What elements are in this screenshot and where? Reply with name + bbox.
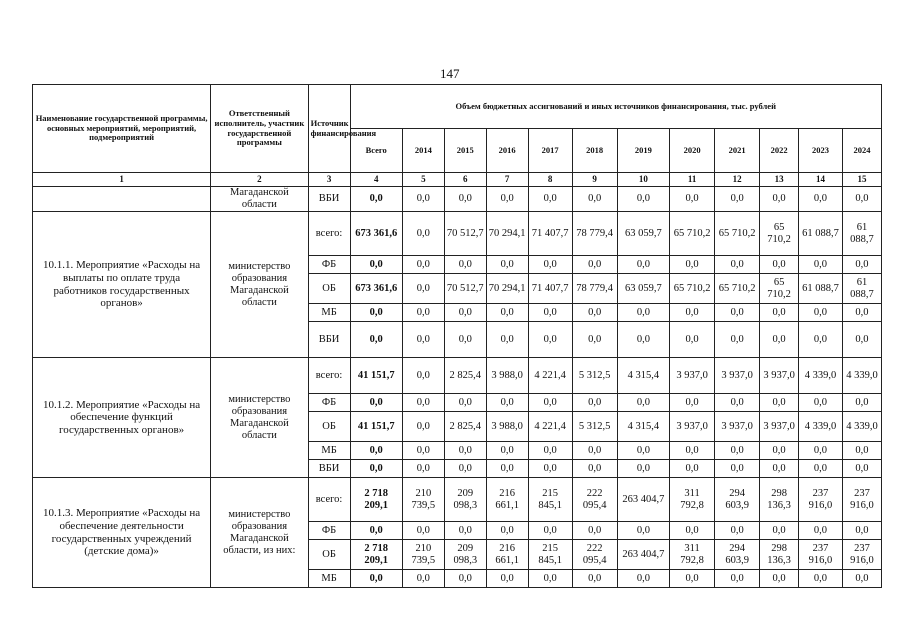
- value-cell: 0,0: [842, 570, 881, 588]
- value-cell: 0,0: [444, 442, 486, 460]
- value-cell: 0,0: [715, 394, 760, 412]
- value-cell: 237 916,0: [798, 478, 842, 522]
- value-cell: 41 151,7: [350, 358, 402, 394]
- value-cell: 0,0: [760, 522, 799, 540]
- value-cell: 0,0: [670, 304, 715, 322]
- value-cell: 0,0: [798, 394, 842, 412]
- header-name: Наименование государственной программы, основных мероприятий, мероприятий, подмероприятий: [33, 85, 211, 173]
- value-cell: 3 937,0: [670, 412, 715, 442]
- value-cell: 70 512,7: [444, 212, 486, 256]
- table-row: [33, 358, 882, 394]
- header-year: 2015: [444, 129, 486, 173]
- value-cell: 294 603,9: [715, 478, 760, 522]
- value-cell: 0,0: [486, 187, 528, 212]
- budget-table: [32, 84, 882, 588]
- value-cell: 0,0: [842, 394, 881, 412]
- column-number: 7: [486, 173, 528, 187]
- value-cell: 0,0: [572, 442, 617, 460]
- column-number: 8: [528, 173, 572, 187]
- value-cell: 0,0: [760, 442, 799, 460]
- value-cell: 0,0: [617, 460, 669, 478]
- column-number: 1: [33, 173, 211, 187]
- value-cell: 0,0: [842, 460, 881, 478]
- value-cell: 3 937,0: [715, 358, 760, 394]
- value-cell: 0,0: [798, 322, 842, 358]
- responsible-cell: министерство образования Магаданской области: [211, 358, 308, 478]
- header-year: 2018: [572, 129, 617, 173]
- value-cell: 0,0: [670, 256, 715, 274]
- value-cell: 216 661,1: [486, 478, 528, 522]
- value-cell: 65 710,2: [760, 274, 799, 304]
- value-cell: 5 312,5: [572, 412, 617, 442]
- value-cell: 0,0: [350, 256, 402, 274]
- value-cell: 673 361,6: [350, 212, 402, 256]
- value-cell: 0,0: [350, 187, 402, 212]
- value-cell: 263 404,7: [617, 540, 669, 570]
- value-cell: 3 937,0: [760, 358, 799, 394]
- value-cell: 0,0: [402, 256, 444, 274]
- value-cell: 0,0: [617, 256, 669, 274]
- value-cell: 237 916,0: [842, 478, 881, 522]
- value-cell: 63 059,7: [617, 274, 669, 304]
- value-cell: 0,0: [528, 570, 572, 588]
- value-cell: 0,0: [760, 304, 799, 322]
- column-number: 2: [211, 173, 308, 187]
- value-cell: 0,0: [760, 322, 799, 358]
- value-cell: 0,0: [670, 570, 715, 588]
- value-cell: 4 339,0: [798, 358, 842, 394]
- value-cell: 0,0: [617, 322, 669, 358]
- value-cell: 0,0: [444, 304, 486, 322]
- value-cell: 0,0: [402, 442, 444, 460]
- value-cell: 0,0: [670, 322, 715, 358]
- value-cell: 0,0: [402, 274, 444, 304]
- value-cell: 0,0: [715, 322, 760, 358]
- value-cell: 0,0: [572, 460, 617, 478]
- value-cell: 61 088,7: [842, 212, 881, 256]
- responsible-cell: министерство образования Магаданской области, из них:: [211, 478, 308, 588]
- column-number: 11: [670, 173, 715, 187]
- value-cell: 0,0: [617, 522, 669, 540]
- value-cell: 0,0: [670, 522, 715, 540]
- value-cell: 70 294,1: [486, 274, 528, 304]
- source-cell: ВБИ: [308, 460, 350, 478]
- value-cell: 2 718 209,1: [350, 478, 402, 522]
- value-cell: 0,0: [402, 394, 444, 412]
- value-cell: 0,0: [670, 187, 715, 212]
- value-cell: 0,0: [670, 442, 715, 460]
- value-cell: 0,0: [486, 460, 528, 478]
- value-cell: 0,0: [760, 187, 799, 212]
- value-cell: 0,0: [842, 322, 881, 358]
- source-cell: ВБИ: [308, 187, 350, 212]
- column-number: 9: [572, 173, 617, 187]
- source-cell: ОБ: [308, 274, 350, 304]
- value-cell: 65 710,2: [670, 274, 715, 304]
- value-cell: 0,0: [444, 256, 486, 274]
- value-cell: 0,0: [842, 442, 881, 460]
- value-cell: 65 710,2: [715, 212, 760, 256]
- value-cell: 0,0: [798, 442, 842, 460]
- value-cell: 5 312,5: [572, 358, 617, 394]
- value-cell: 3 937,0: [670, 358, 715, 394]
- value-cell: 78 779,4: [572, 212, 617, 256]
- value-cell: 0,0: [798, 460, 842, 478]
- value-cell: 0,0: [350, 522, 402, 540]
- source-cell: всего:: [308, 358, 350, 394]
- value-cell: 0,0: [528, 522, 572, 540]
- value-cell: 210 739,5: [402, 540, 444, 570]
- source-cell: МБ: [308, 304, 350, 322]
- value-cell: 65 710,2: [760, 212, 799, 256]
- value-cell: 0,0: [402, 304, 444, 322]
- value-cell: 61 088,7: [798, 274, 842, 304]
- value-cell: 78 779,4: [572, 274, 617, 304]
- source-cell: ОБ: [308, 540, 350, 570]
- value-cell: 0,0: [444, 522, 486, 540]
- value-cell: 70 294,1: [486, 212, 528, 256]
- value-cell: 0,0: [486, 570, 528, 588]
- page-number: 147: [440, 66, 460, 81]
- value-cell: 0,0: [350, 570, 402, 588]
- source-cell: ФБ: [308, 256, 350, 274]
- value-cell: 3 988,0: [486, 358, 528, 394]
- value-cell: 0,0: [715, 570, 760, 588]
- value-cell: 4 315,4: [617, 412, 669, 442]
- header-year: Всего: [350, 129, 402, 173]
- value-cell: 0,0: [572, 570, 617, 588]
- value-cell: 0,0: [402, 460, 444, 478]
- value-cell: 0,0: [486, 522, 528, 540]
- source-cell: МБ: [308, 570, 350, 588]
- value-cell: 0,0: [402, 322, 444, 358]
- value-cell: 0,0: [402, 187, 444, 212]
- header-year: 2017: [528, 129, 572, 173]
- value-cell: 0,0: [402, 570, 444, 588]
- value-cell: 0,0: [617, 187, 669, 212]
- value-cell: 0,0: [617, 442, 669, 460]
- responsible-cell: министерство образования Магаданской области: [211, 212, 308, 358]
- value-cell: 0,0: [572, 256, 617, 274]
- value-cell: 0,0: [350, 322, 402, 358]
- value-cell: 2 825,4: [444, 358, 486, 394]
- value-cell: 0,0: [842, 522, 881, 540]
- value-cell: 65 710,2: [670, 212, 715, 256]
- value-cell: 294 603,9: [715, 540, 760, 570]
- value-cell: 65 710,2: [715, 274, 760, 304]
- value-cell: 0,0: [670, 394, 715, 412]
- header-year: 2022: [760, 129, 799, 173]
- value-cell: 4 221,4: [528, 358, 572, 394]
- value-cell: 0,0: [715, 442, 760, 460]
- value-cell: 0,0: [486, 442, 528, 460]
- value-cell: 0,0: [486, 256, 528, 274]
- value-cell: 0,0: [798, 522, 842, 540]
- value-cell: 222 095,4: [572, 478, 617, 522]
- value-cell: 237 916,0: [798, 540, 842, 570]
- value-cell: 311 792,8: [670, 540, 715, 570]
- measure-name: 10.1.2. Мероприятие «Расходы на обеспечение функций государственных органов»: [33, 358, 211, 478]
- value-cell: 0,0: [528, 187, 572, 212]
- value-cell: 4 221,4: [528, 412, 572, 442]
- source-cell: ФБ: [308, 522, 350, 540]
- value-cell: 0,0: [486, 322, 528, 358]
- value-cell: 0,0: [670, 460, 715, 478]
- value-cell: 0,0: [444, 187, 486, 212]
- table-row: [33, 187, 882, 212]
- value-cell: 0,0: [486, 394, 528, 412]
- value-cell: 0,0: [350, 394, 402, 412]
- value-cell: 2 718 209,1: [350, 540, 402, 570]
- value-cell: 4 339,0: [798, 412, 842, 442]
- responsible-cell: Магаданской области: [211, 187, 308, 212]
- value-cell: 4 339,0: [842, 358, 881, 394]
- column-number: 6: [444, 173, 486, 187]
- value-cell: 0,0: [528, 304, 572, 322]
- header-year: 2016: [486, 129, 528, 173]
- value-cell: 0,0: [715, 187, 760, 212]
- value-cell: 237 916,0: [842, 540, 881, 570]
- value-cell: 222 095,4: [572, 540, 617, 570]
- measure-name: 10.1.1. Мероприятие «Расходы на выплаты по оплате труда работников государственных органов»: [33, 212, 211, 358]
- value-cell: 71 407,7: [528, 274, 572, 304]
- value-cell: 0,0: [617, 394, 669, 412]
- value-cell: 0,0: [444, 322, 486, 358]
- value-cell: 0,0: [715, 522, 760, 540]
- measure-name: 10.1.3. Мероприятие «Расходы на обеспечение деятельности государственных учреждений (детские дома)»: [33, 478, 211, 588]
- name-cell: [33, 187, 211, 212]
- value-cell: 0,0: [402, 522, 444, 540]
- value-cell: 71 407,7: [528, 212, 572, 256]
- value-cell: 3 937,0: [760, 412, 799, 442]
- header-year: 2019: [617, 129, 669, 173]
- source-cell: ОБ: [308, 412, 350, 442]
- source-cell: всего:: [308, 478, 350, 522]
- source-cell: всего:: [308, 212, 350, 256]
- source-cell: ВБИ: [308, 322, 350, 358]
- value-cell: 0,0: [715, 256, 760, 274]
- column-number: 5: [402, 173, 444, 187]
- column-number: 4: [350, 173, 402, 187]
- value-cell: 0,0: [798, 187, 842, 212]
- value-cell: 0,0: [528, 322, 572, 358]
- header-year: 2014: [402, 129, 444, 173]
- header-year: 2020: [670, 129, 715, 173]
- value-cell: 4 339,0: [842, 412, 881, 442]
- source-cell: МБ: [308, 442, 350, 460]
- value-cell: 0,0: [350, 442, 402, 460]
- header-source: Источник финансирования: [308, 85, 350, 173]
- value-cell: 0,0: [617, 304, 669, 322]
- value-cell: 0,0: [760, 256, 799, 274]
- value-cell: 0,0: [798, 256, 842, 274]
- value-cell: 673 361,6: [350, 274, 402, 304]
- value-cell: 298 136,3: [760, 540, 799, 570]
- value-cell: 0,0: [760, 570, 799, 588]
- header-year: 2024: [842, 129, 881, 173]
- value-cell: 209 098,3: [444, 540, 486, 570]
- value-cell: 0,0: [350, 460, 402, 478]
- value-cell: 3 937,0: [715, 412, 760, 442]
- value-cell: 0,0: [402, 358, 444, 394]
- value-cell: 0,0: [402, 412, 444, 442]
- value-cell: 210 739,5: [402, 478, 444, 522]
- header-year: 2021: [715, 129, 760, 173]
- value-cell: 215 845,1: [528, 478, 572, 522]
- value-cell: 0,0: [528, 442, 572, 460]
- value-cell: 0,0: [760, 460, 799, 478]
- value-cell: 0,0: [798, 304, 842, 322]
- header-funding: Объем бюджетных ассигнований и иных источников финансирования, тыс. рублей: [350, 85, 881, 129]
- column-number: 13: [760, 173, 799, 187]
- value-cell: 0,0: [528, 460, 572, 478]
- value-cell: 263 404,7: [617, 478, 669, 522]
- source-cell: ФБ: [308, 394, 350, 412]
- value-cell: 0,0: [350, 304, 402, 322]
- value-cell: 298 136,3: [760, 478, 799, 522]
- value-cell: 0,0: [486, 304, 528, 322]
- value-cell: 70 512,7: [444, 274, 486, 304]
- value-cell: 209 098,3: [444, 478, 486, 522]
- value-cell: 0,0: [842, 187, 881, 212]
- value-cell: 216 661,1: [486, 540, 528, 570]
- value-cell: 0,0: [572, 322, 617, 358]
- value-cell: 0,0: [715, 460, 760, 478]
- column-number: 3: [308, 173, 350, 187]
- value-cell: 0,0: [798, 570, 842, 588]
- value-cell: 0,0: [528, 394, 572, 412]
- value-cell: 41 151,7: [350, 412, 402, 442]
- value-cell: 2 825,4: [444, 412, 486, 442]
- value-cell: 0,0: [402, 212, 444, 256]
- value-cell: 0,0: [528, 256, 572, 274]
- column-number: 10: [617, 173, 669, 187]
- value-cell: 0,0: [572, 522, 617, 540]
- table-row: [33, 478, 882, 522]
- value-cell: 3 988,0: [486, 412, 528, 442]
- value-cell: 0,0: [617, 570, 669, 588]
- value-cell: 0,0: [842, 304, 881, 322]
- value-cell: 0,0: [572, 394, 617, 412]
- value-cell: 0,0: [715, 304, 760, 322]
- header-year: 2023: [798, 129, 842, 173]
- column-numbers-row: [33, 173, 882, 187]
- column-number: 14: [798, 173, 842, 187]
- value-cell: 0,0: [572, 304, 617, 322]
- value-cell: 63 059,7: [617, 212, 669, 256]
- table-body: [33, 187, 882, 588]
- value-cell: 0,0: [760, 394, 799, 412]
- value-cell: 0,0: [444, 394, 486, 412]
- value-cell: 4 315,4: [617, 358, 669, 394]
- value-cell: 215 845,1: [528, 540, 572, 570]
- table-row: [33, 212, 882, 256]
- column-number: 12: [715, 173, 760, 187]
- column-number: 15: [842, 173, 881, 187]
- value-cell: 311 792,8: [670, 478, 715, 522]
- value-cell: 61 088,7: [798, 212, 842, 256]
- value-cell: 0,0: [842, 256, 881, 274]
- value-cell: 0,0: [444, 460, 486, 478]
- value-cell: 61 088,7: [842, 274, 881, 304]
- header-responsible: Ответственный исполнитель, участник государственной программы: [211, 85, 308, 173]
- value-cell: 0,0: [572, 187, 617, 212]
- value-cell: 0,0: [444, 570, 486, 588]
